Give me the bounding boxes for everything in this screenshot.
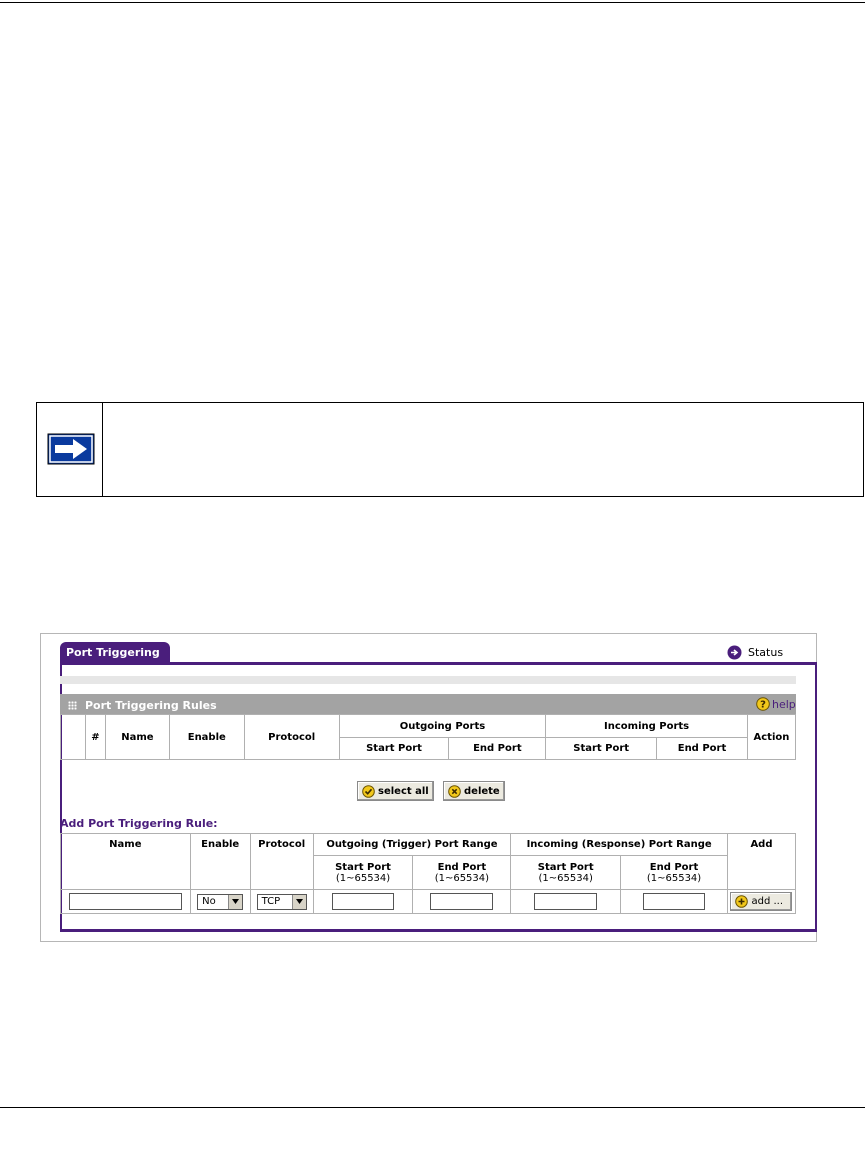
arrow-right-icon [47,433,95,465]
add-col-outgoing: Outgoing (Trigger) Port Range [313,834,511,856]
col-name: Name [105,715,169,760]
help-link[interactable] [756,697,796,711]
in-end-label: End Port [649,861,699,873]
out-start-label: Start Port [335,861,391,873]
col-checkbox [61,715,86,760]
note-box [36,402,864,497]
in-start-range: (1~65534) [538,872,593,884]
add-col-incoming: Incoming (Response) Port Range [511,834,728,856]
add-col-out-start [313,856,413,890]
out-start-port-input[interactable] [332,893,395,910]
in-end-port-input[interactable] [643,893,705,910]
add-button-label: add ... [751,896,784,907]
add-col-in-end [621,856,728,890]
add-col-enable: Enable [190,834,250,890]
in-end-range: (1~65534) [646,872,702,884]
protocol-select[interactable] [257,894,307,910]
col-outgoing-ports: Outgoing Ports [339,715,546,738]
status-label: Status [748,646,784,659]
status-link[interactable] [727,645,783,660]
delete-button[interactable] [443,781,505,801]
add-col-name: Name [61,834,191,890]
select-all-label: select all [378,785,429,797]
delete-label: delete [464,785,500,797]
add-rule-title: Add Port Triggering Rule: [60,817,218,830]
add-col-in-start [511,856,621,890]
rules-section-title: Port Triggering Rules [85,699,217,712]
tab-port-triggering[interactable]: Port Triggering [60,642,170,663]
out-start-range: (1~65534) [335,872,391,884]
col-enable: Enable [169,715,244,760]
name-input[interactable] [69,893,182,910]
page-top-rule [0,2,865,3]
select-all-button[interactable] [357,781,434,801]
add-col-protocol: Protocol [250,834,313,890]
info-strip [60,676,796,684]
add-enable-cell [190,890,250,914]
protocol-select-value: TCP [261,896,281,907]
add-col-add: Add [727,834,795,890]
enable-select[interactable] [197,894,243,910]
add-protocol-cell [250,890,313,914]
add-out-start-cell [313,890,413,914]
page-bottom-rule [0,1107,865,1108]
panel-right-border [815,662,817,932]
col-number: # [85,715,105,760]
arrow-circle-icon [727,645,742,660]
in-start-port-input[interactable] [534,893,597,910]
out-end-range: (1~65534) [434,872,490,884]
tab-underline [60,662,817,665]
checkmark-circle-icon [362,785,375,798]
chevron-down-icon [292,895,306,909]
port-triggering-screen [40,633,817,942]
x-circle-icon [448,785,461,798]
out-end-port-input[interactable] [430,893,493,910]
col-out-start-port: Start Port [339,738,449,760]
col-out-end-port: End Port [449,738,546,760]
add-button[interactable] [730,892,792,911]
in-start-label: Start Port [537,861,594,873]
rules-section-header [60,694,796,714]
col-incoming-ports: Incoming Ports [546,715,748,738]
add-rule-table [60,833,796,914]
panel-bottom-border [60,929,817,932]
help-label: help [772,697,796,711]
add-col-out-end [413,856,511,890]
add-action-cell [727,890,795,914]
grip-icon [68,701,77,710]
rules-table [60,714,796,760]
col-protocol: Protocol [244,715,339,760]
enable-select-value: No [202,896,216,907]
col-in-end-port: End Port [657,738,748,760]
add-name-cell [61,890,191,914]
note-icon-cell [37,403,103,496]
add-in-end-cell [621,890,728,914]
note-text-cell [103,403,863,496]
col-in-start-port: Start Port [546,738,657,760]
svg-text:?: ? [760,699,766,711]
question-circle-icon [756,697,770,711]
col-action: Action [747,715,795,760]
add-out-end-cell [413,890,511,914]
out-end-label: End Port [437,861,487,873]
add-in-start-cell [511,890,621,914]
plus-circle-icon [735,895,748,908]
chevron-down-icon [228,895,242,909]
